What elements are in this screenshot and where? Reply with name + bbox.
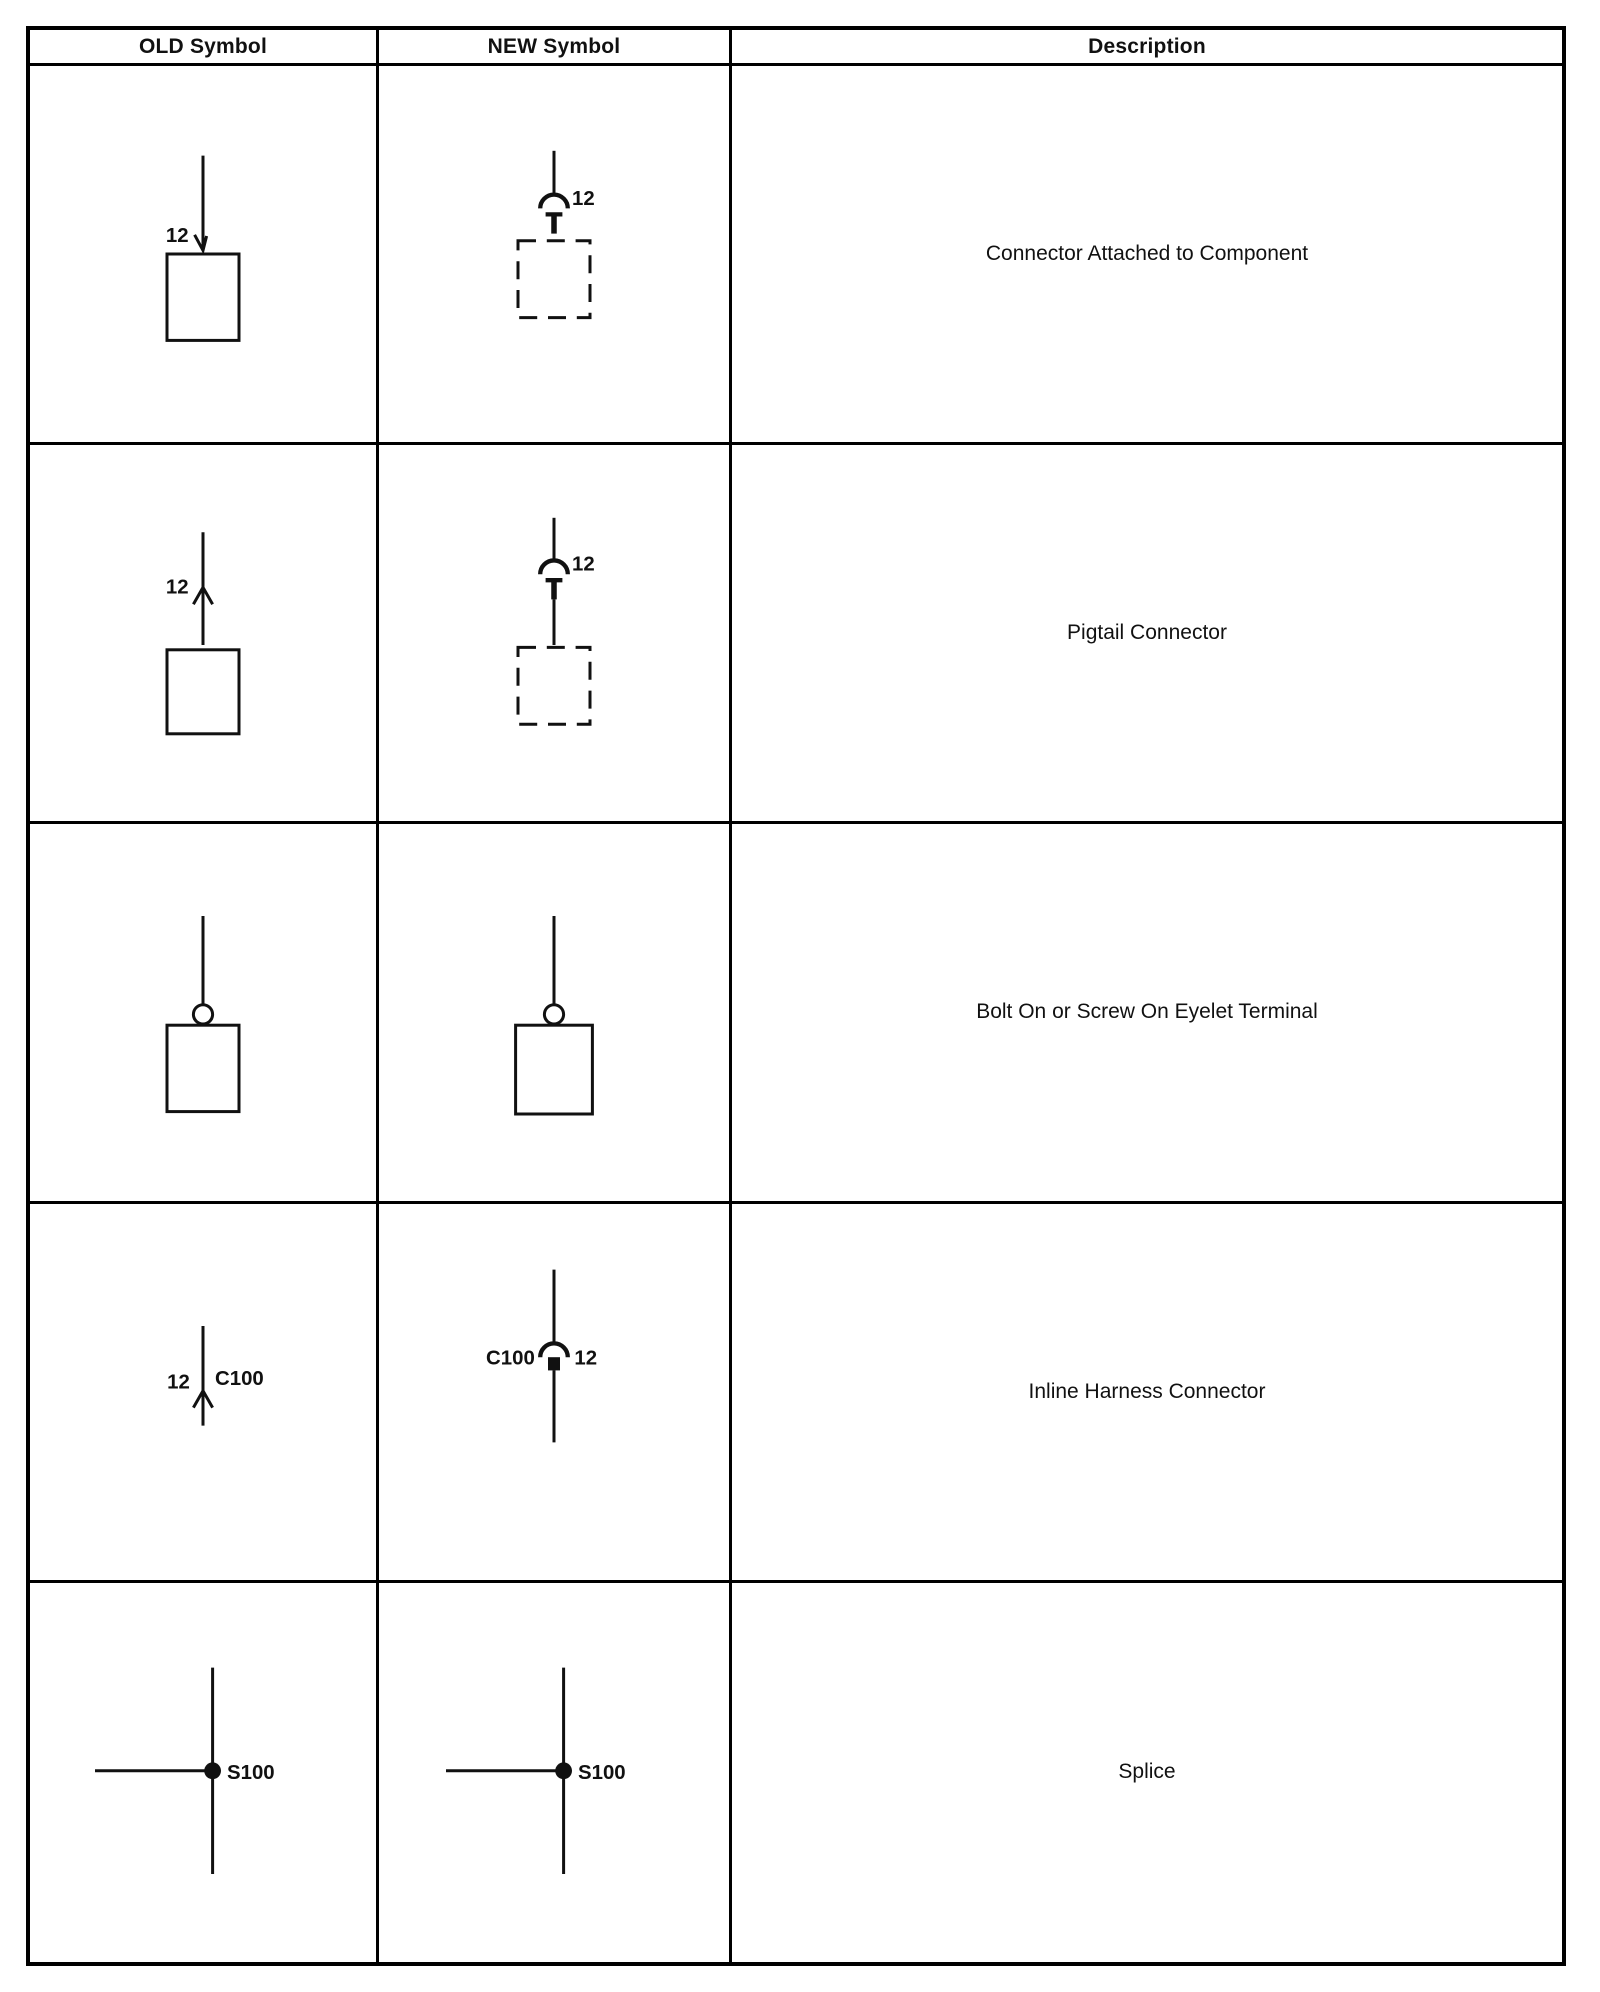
component-box <box>167 1026 239 1112</box>
cell-old-pigtail-connector <box>30 445 379 824</box>
component-box <box>167 254 239 340</box>
cell-old-connector-attached <box>30 66 379 445</box>
dashed-component-box <box>518 241 590 318</box>
old-inline-harness-connector-symbol-icon <box>71 1266 335 1518</box>
connector-arc <box>540 561 568 575</box>
connector-id-label: C100 <box>486 1347 535 1370</box>
col-header-description: Description <box>732 30 1562 66</box>
splice-id-label: S100 <box>578 1762 626 1785</box>
old-splice-symbol-icon <box>59 1634 347 1910</box>
cell-new-connector-attached <box>379 66 732 445</box>
splice-dot <box>204 1763 221 1780</box>
wire-number-label: 12 <box>165 225 189 248</box>
component-box <box>516 1026 593 1115</box>
wire-number-label: 12 <box>167 1371 190 1394</box>
cell-new-inline-harness-connector <box>379 1204 732 1583</box>
old-pigtail-connector-symbol-icon <box>83 453 323 813</box>
eyelet-ring <box>193 1005 212 1024</box>
eyelet-ring <box>544 1005 563 1024</box>
cell-new-splice <box>379 1583 732 1962</box>
cell-old-eyelet-terminal <box>30 824 379 1203</box>
col-header-old-symbol: OLD Symbol <box>30 30 379 66</box>
dashed-component-box <box>518 648 590 725</box>
cell-new-pigtail-connector <box>379 445 732 824</box>
connector-id-label: C100 <box>215 1367 264 1390</box>
description-pigtail-connector: Pigtail Connector <box>732 445 1562 824</box>
splice-id-label: S100 <box>227 1762 275 1785</box>
wire-number-label: 12 <box>165 576 189 599</box>
description-connector-attached: Connector Attached to Component <box>732 66 1562 445</box>
new-splice-symbol-icon <box>410 1634 698 1910</box>
cell-new-eyelet-terminal <box>379 824 732 1203</box>
component-box <box>167 650 239 734</box>
connector-arc <box>540 1343 568 1357</box>
new-eyelet-terminal-symbol-icon <box>434 832 674 1192</box>
new-pigtail-connector-symbol-icon <box>434 453 674 813</box>
splice-dot <box>555 1763 572 1780</box>
wire-number-label: 12 <box>572 187 595 210</box>
new-connector-attached-symbol-icon <box>434 74 674 434</box>
terminal-block <box>548 1357 560 1370</box>
old-eyelet-terminal-symbol-icon <box>83 832 323 1192</box>
col-header-new-symbol: NEW Symbol <box>379 30 732 66</box>
wire-number-label: 12 <box>574 1347 598 1370</box>
terminal-hook <box>195 235 207 251</box>
description-inline-harness-connector: Inline Harness Connector <box>732 1204 1562 1583</box>
symbol-comparison-table <box>26 26 1566 1966</box>
cell-old-splice <box>30 1583 379 1962</box>
new-inline-harness-connector-symbol-icon <box>422 1248 686 1536</box>
description-splice: Splice <box>1118 1760 1176 1784</box>
description-eyelet-terminal: Bolt On or Screw On Eyelet Terminal <box>732 824 1562 1203</box>
wire-number-label: 12 <box>572 553 595 576</box>
old-connector-attached-symbol-icon <box>83 74 323 434</box>
connector-arc <box>540 195 568 209</box>
cell-old-inline-harness-connector <box>30 1204 379 1583</box>
